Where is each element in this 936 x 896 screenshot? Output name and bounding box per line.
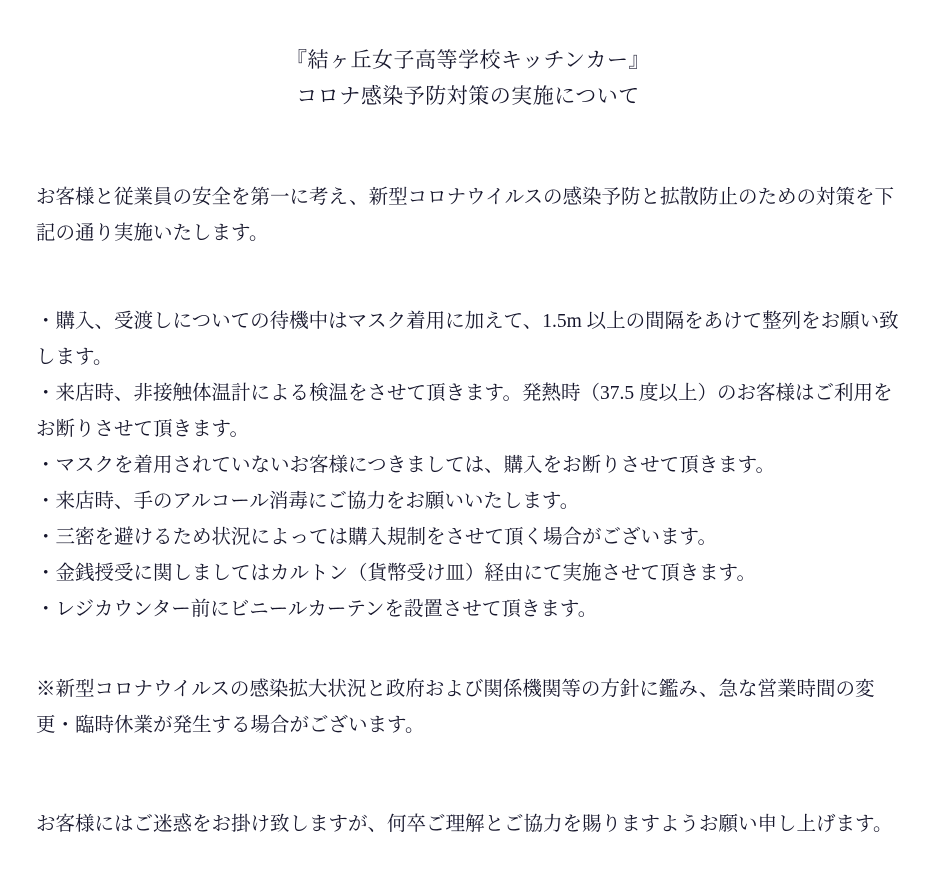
spacer-after-intro	[36, 252, 900, 304]
intro-paragraph: お客様と従業員の安全を第一に考え、新型コロナウイルスの感染予防と拡散防止のための対策を下記の通り実施いたします。	[36, 187, 895, 244]
title-line-1: 『結ヶ丘女子高等学校キッチンカー』	[285, 48, 651, 72]
list-item: ・金銭授受に関しましてはカルトン（貨幣受け皿）経由にて実施させて頂きます。	[36, 563, 756, 584]
spacer-after-title	[36, 114, 900, 180]
title-line-2: コロナ感染予防対策の実施について	[296, 84, 640, 108]
list-item: ・来店時、非接触体温計による検温をさせて頂きます。発熱時（37.5 度以上）のお客様はご利用をお断りさせて頂きます。	[36, 383, 893, 440]
closing-paragraph: お客様にはご迷惑をお掛け致しますが、何卒ご理解とご協力を賜りますようお願い申し上げます。	[36, 813, 893, 835]
list-item: ・購入、受渡しについての待機中はマスク着用に加えて、1.5m 以上の間隔をあけて整列をお願い致します。	[36, 311, 899, 368]
list-item: ・来店時、手のアルコール消毒にご協力をお願いいたします。	[36, 491, 580, 512]
list-item: ・三密を避けるため状況によっては購入規制をさせて頂く場合がございます。	[36, 527, 717, 548]
spacer-after-note	[36, 763, 900, 787]
list-item: ・マスクを着用されていないお客様につきましては、購入をお断りさせて頂きます。	[36, 455, 776, 476]
note-paragraph: ※新型コロナウイルスの感染拡大状況と政府および関係機関等の方針に鑑み、急な営業時間の変更・臨時休業が発生する場合がございます。	[36, 678, 875, 736]
measures-list	[36, 304, 900, 628]
list-item: ・レジカウンター前にビニールカーテンを設置させて頂きます。	[36, 599, 598, 620]
document-title	[36, 28, 900, 114]
spacer-after-list	[36, 628, 900, 652]
